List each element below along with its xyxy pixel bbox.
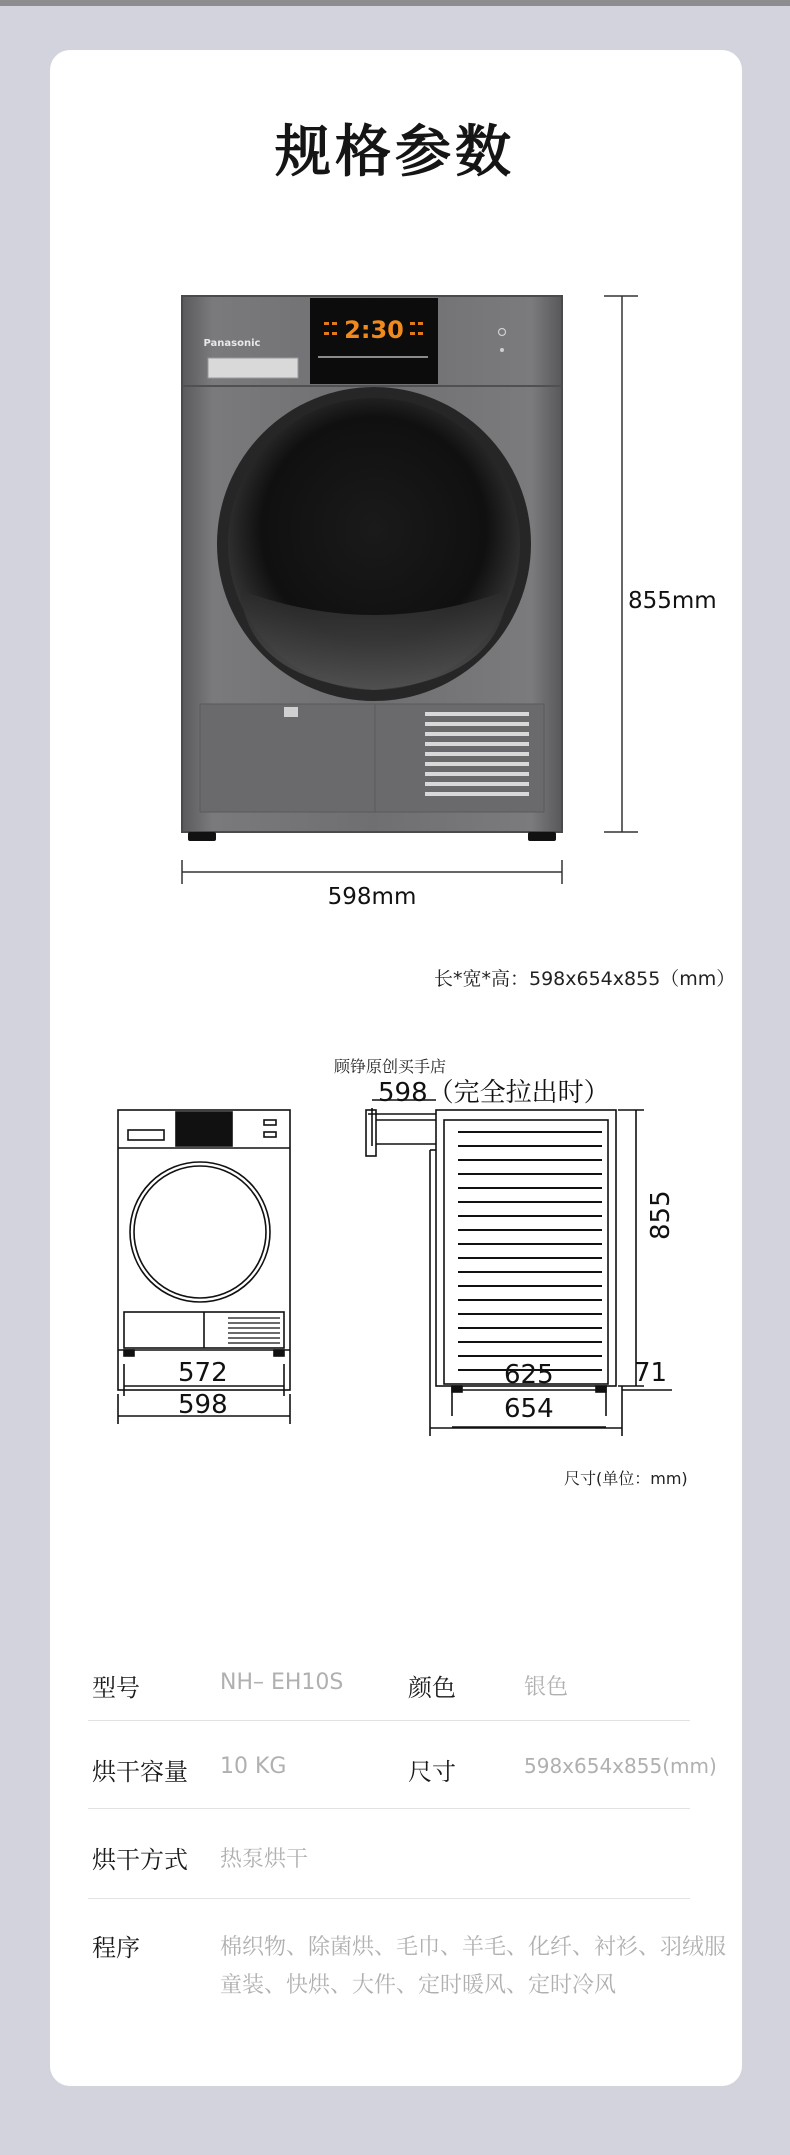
spec-color-value: 银色 — [524, 1675, 569, 1700]
spec-size-key: 尺寸 — [408, 1758, 456, 1786]
unit-note: 尺寸(单位：mm) — [564, 1469, 688, 1488]
spec-program-key: 程序 — [92, 1934, 140, 1962]
spec-size-value: 598x654x855(mm) — [524, 1754, 717, 1778]
side-total-depth-label: 654 — [504, 1394, 554, 1424]
front-height-label: 855mm — [628, 588, 717, 614]
foot-left — [188, 832, 216, 841]
spec-capacity-value: 10 KG — [220, 1754, 287, 1779]
drawer-handle — [208, 358, 298, 378]
front-width-label: 598mm — [327, 884, 417, 910]
page-title: 规格参数 — [275, 120, 515, 185]
spec-capacity-key: 烘干容量 — [92, 1758, 188, 1786]
spec-method-key: 烘干方式 — [92, 1846, 188, 1874]
display-time: 2:30 — [344, 316, 404, 344]
dryer-front-render — [0, 0, 790, 900]
spec-divider — [88, 1808, 690, 1809]
spec-method-value: 热泵烘干 — [220, 1847, 309, 1872]
spec-model-value: NH– EH10S — [220, 1670, 344, 1695]
spec-program-line-2: 童装、快烘、大件、定时暖风、定时冷风 — [220, 1973, 617, 1998]
pull-out-label: 598（完全拉出时） — [378, 1078, 610, 1108]
side-body-depth-label: 625 — [504, 1360, 554, 1390]
spec-program-line-1: 棉织物、除菌烘、毛巾、羊毛、化纤、衬衫、羽绒服 — [220, 1935, 727, 1960]
watermark-text: 顾铮原创买手店 — [334, 1057, 447, 1076]
vent-slats — [425, 712, 529, 796]
spec-divider — [88, 1898, 690, 1899]
spec-divider — [88, 1720, 690, 1721]
front-outer-width-label: 598 — [178, 1390, 228, 1420]
foot-right — [528, 832, 556, 841]
spec-color-key: 颜色 — [408, 1674, 456, 1702]
spec-model-key: 型号 — [92, 1674, 140, 1702]
front-inner-width-label: 572 — [178, 1358, 228, 1388]
brand-logo: Panasonic — [203, 338, 261, 349]
side-extra-label: 71 — [634, 1358, 668, 1388]
dimensions-note: 长*宽*高：598x654x855（mm） — [434, 968, 736, 990]
side-height-label: 855 — [646, 1190, 676, 1240]
